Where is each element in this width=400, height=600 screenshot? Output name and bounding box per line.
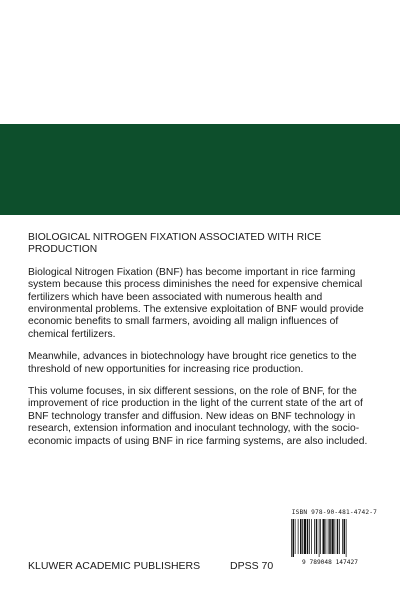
book-title: BIOLOGICAL NITROGEN FIXATION ASSOCIATED WITH RICE PRODUCTION [28, 232, 322, 256]
isbn-barcode-block [283, 509, 377, 569]
green-band [0, 124, 400, 215]
paragraph-1: Biological Nitrogen Fixation (BNF) has become important in rice farming system because this process diminishes the need for expensive chemical fertilizers which have been associated with numerous health and environmental problems. The extensive exploitation of BNF would provide economic benefits to small farmers, avoiding all malign influences of chemical fertilizers. [28, 266, 364, 340]
paragraph-3: This volume focuses, in six different sessions, on the role of BNF, for the improvement of rice production in the light of the current state of the art of BNF technology transfer and diffusion. New ideas on BNF technology in research, extension information and inoculant technology, with the socio-economic impacts of using BNF in rice farming systems, are also included. [28, 386, 368, 447]
isbn-number: ISBN 978-90-481-4742-7 [291, 509, 377, 516]
publisher-name: KLUWER ACADEMIC PUBLISHERS [28, 560, 201, 572]
barcode-digits: 9 789048 147427 [302, 559, 358, 565]
barcode-icon [283, 519, 377, 565]
back-cover-text [28, 232, 376, 458]
series-number: DPSS 70 [230, 560, 274, 572]
paragraph-2: Meanwhile, advances in biotechnology have brought rice genetics to the threshold of new opportunities for increasing rice production. [28, 351, 357, 375]
